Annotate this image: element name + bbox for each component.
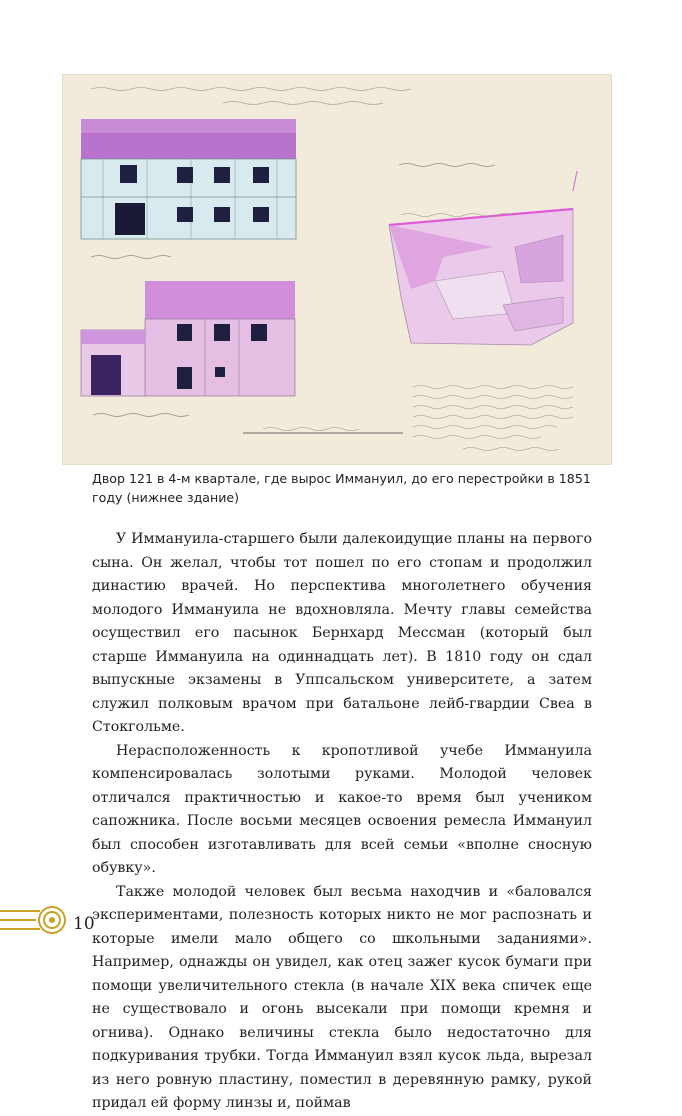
paragraph: У Иммануила-старшего были далекоидущие планы на первого сына. Он желал, чтобы тот пошел по его стопам и продолжил династию врачей. Но перспектива многолетнего обучения молодого Иммануила не вдохновляла. Мечту главы семейства осуществил его пасынок Бернхард Мессман (который был старше Иммануила на одиннадцать лет). В 1810 году он сдал выпускные экзамены в Уппсальском университете, а затем служил полковым врачом при батальоне лейб-гвардии Свеа в Стокгольме.	[92, 531, 592, 735]
upper-building-elevation	[81, 119, 296, 259]
architectural-drawing-image	[62, 74, 612, 465]
paragraph: Нерасположенность к кропотливой учебе Иммануила компенсировалась золотыми руками. Молодой человек отличался практичностью и какое-то время был учеником сапожника. После восьми месяцев освоения ремесла Иммануил был способен изготавливать для всей семьи «вполне сносную обувку».	[92, 742, 592, 876]
body-text	[92, 528, 592, 1116]
page-number: 10	[73, 914, 95, 934]
paragraph: Также молодой человек был весьма находчив и «баловался экспериментами, полезность которых никто не мог распознать и которые имели мало общего со школьными заданиями». Например, однажды он увидел, как отец зажег кусок бумаги при помощи увеличительного стекла (в начале XIX века спичек еще не существовало и огонь высекали при помощи кремня и огнива). Однако величины стекла было недостаточно для подкуривания трубки. Тогда Иммануил взял кусок льда, вырезал из него ровную пластину, поместил в деревянную рамку, рукой придал ей форму линзы и, поймав	[92, 883, 592, 1111]
figure-caption: Двор 121 в 4-м квартале, где вырос Иммануил, до его перестройки в 1851 году (нижнее здание)	[92, 471, 591, 505]
page-ornament-icon	[0, 900, 70, 940]
